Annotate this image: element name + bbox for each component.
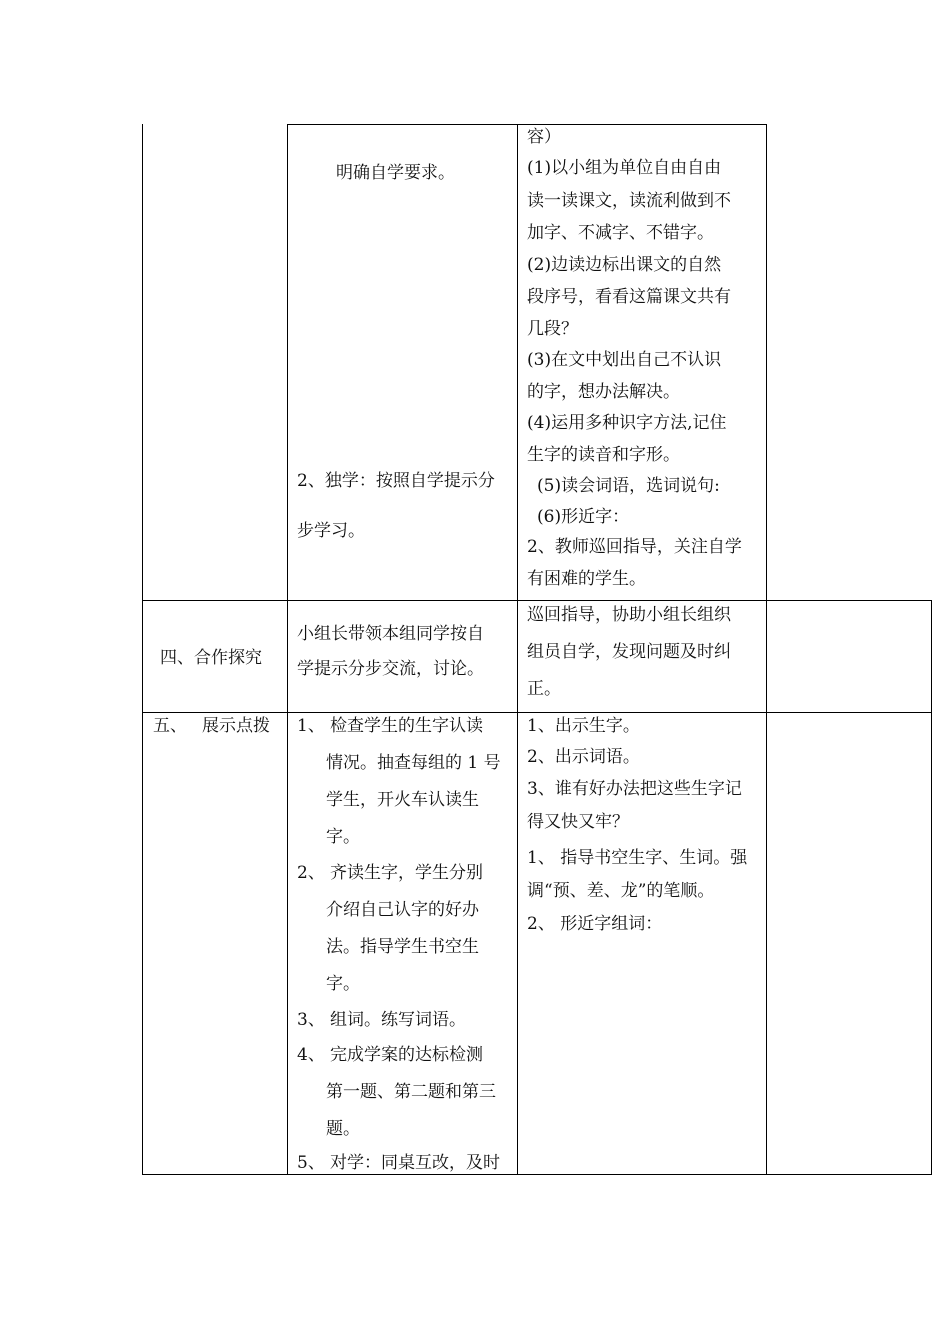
list-item-number: 1、 bbox=[297, 716, 325, 736]
table-bottom-border bbox=[142, 1174, 932, 1175]
list-item-number: 5、 bbox=[297, 1153, 325, 1173]
row3-col3-line: 得又快又牢？ bbox=[527, 812, 629, 832]
col1-left-border bbox=[142, 124, 143, 1175]
row1-bottom-border bbox=[142, 600, 932, 601]
list-item-line: 检查学生的生字认读 bbox=[330, 716, 483, 736]
col2-left-border bbox=[287, 124, 288, 1175]
row1-col2-text-b2: 步学习。 bbox=[297, 521, 365, 541]
list-item-line: 学生，开火车认读生 bbox=[326, 790, 479, 810]
row3-col3-line: 调“预、差、龙”的笔顺。 bbox=[527, 881, 715, 901]
list-item-line: 对学：同桌互改，及时 bbox=[330, 1153, 500, 1173]
top-border-mid bbox=[287, 124, 767, 125]
row3-col3-line: 1、出示生字。 bbox=[527, 716, 640, 736]
row2-col3-line: 正。 bbox=[527, 679, 561, 699]
row2-col3-line: 巡回指导，协助小组长组织 bbox=[527, 605, 731, 625]
list-item-line: 齐读生字，学生分别 bbox=[330, 863, 483, 883]
row1-col3-line: 段序号，看看这篇课文共有 bbox=[527, 287, 731, 307]
right-border bbox=[931, 600, 932, 1175]
row2-bottom-border bbox=[142, 712, 932, 713]
list-item-number: 3、 bbox=[297, 1010, 325, 1030]
row3-col1-label: 展示点拨 bbox=[202, 716, 270, 736]
col4-left-border bbox=[766, 124, 767, 1175]
row3-col3-line: 3、谁有好办法把这些生字记 bbox=[527, 779, 742, 799]
list-item-line: 情况。抽查每组的 1 号 bbox=[326, 753, 501, 773]
row2-col2-line: 学提示分步交流，讨论。 bbox=[297, 659, 484, 679]
row1-col3-line: 的字，想办法解决。 bbox=[527, 382, 680, 402]
row1-col3-line: 读一读课文，读流利做到不 bbox=[527, 191, 731, 211]
row1-col3-line: 加字、不减字、不错字。 bbox=[527, 223, 714, 243]
row3-col3-line: 2、 形近字组词： bbox=[527, 914, 663, 934]
row3-col3-line: 2、出示词语。 bbox=[527, 747, 640, 767]
row1-col2-text-b1: 2、独学：按照自学提示分 bbox=[297, 471, 495, 491]
list-item-line: 法。指导学生书空生 bbox=[326, 937, 479, 957]
row1-col3-line: (6)形近字： bbox=[537, 507, 630, 527]
col3-left-border bbox=[517, 124, 518, 1175]
row1-col2-text-a: 明确自学要求。 bbox=[336, 163, 455, 183]
row2-col3-line: 组员自学，发现问题及时纠 bbox=[527, 642, 731, 662]
list-item-line: 第一题、第二题和第三 bbox=[326, 1082, 496, 1102]
list-item-line: 介绍自己认字的好办 bbox=[326, 900, 479, 920]
list-item-line: 字。 bbox=[326, 974, 360, 994]
list-item-line: 组词。练写词语。 bbox=[330, 1010, 466, 1030]
row1-col3-line: 容） bbox=[527, 127, 561, 147]
row1-col3-line: (3)在文中划出自己不认识 bbox=[527, 350, 722, 370]
row1-col3-line: (5)读会词语，选词说句: bbox=[537, 476, 720, 496]
row1-col3-line: (2)边读边标出课文的自然 bbox=[527, 255, 722, 275]
list-item-number: 4、 bbox=[297, 1045, 325, 1065]
row1-col3-line: 有困难的学生。 bbox=[527, 569, 646, 589]
row1-col3-line: (1)以小组为单位自由自由 bbox=[527, 158, 722, 178]
list-item-line: 完成学案的达标检测 bbox=[330, 1045, 483, 1065]
list-item-number: 2、 bbox=[297, 863, 325, 883]
row1-col3-line: 几段？ bbox=[527, 319, 578, 339]
row2-col1-label: 四、合作探究 bbox=[160, 648, 262, 668]
row1-col3-line: (4)运用多种识字方法,记住 bbox=[527, 413, 727, 433]
row1-col3-line: 生字的读音和字形。 bbox=[527, 445, 680, 465]
row3-col3-line: 1、 指导书空生字、生词。强 bbox=[527, 848, 748, 868]
list-item-line: 题。 bbox=[326, 1119, 360, 1139]
row1-col3-line: 2、教师巡回指导，关注自学 bbox=[527, 537, 742, 557]
list-item-line: 字。 bbox=[326, 827, 360, 847]
row2-col2-line: 小组长带领本组同学按自 bbox=[297, 624, 484, 644]
row3-col1-number: 五、 bbox=[153, 716, 187, 736]
